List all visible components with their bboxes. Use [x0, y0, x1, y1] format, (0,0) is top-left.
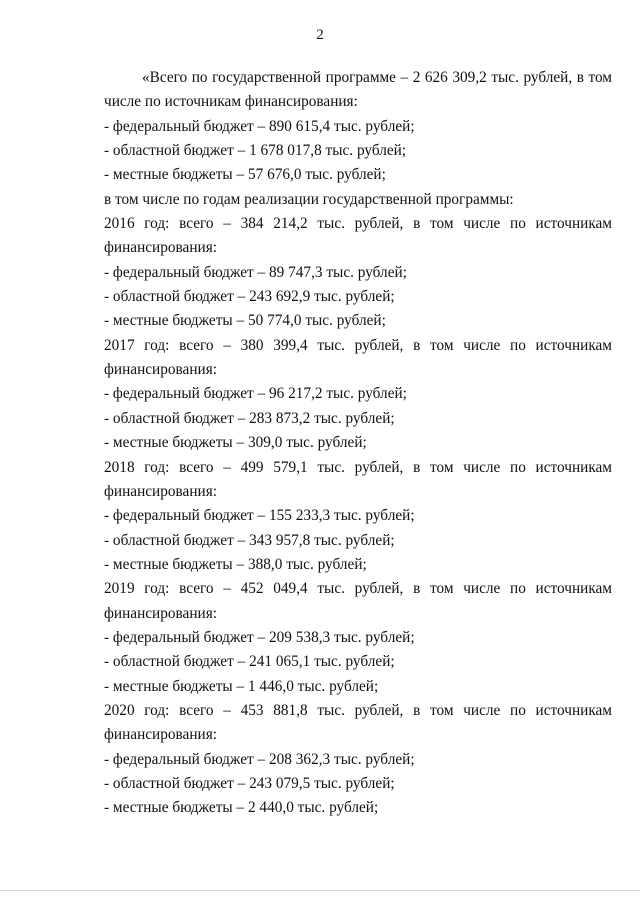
year-2016-line: 2016 год: всего – 384 214,2 тыс. рублей, в том числе по источникам: [104, 215, 612, 233]
text-line: - федеральный бюджет – 209 538,3 тыс. рублей;: [104, 628, 415, 646]
text-line: - областной бюджет – 283 873,2 тыс. рублей;: [104, 409, 395, 427]
text-line: - местные бюджеты – 50 774,0 тыс. рублей;: [104, 312, 386, 330]
text-line: числе по источникам финансирования:: [104, 93, 358, 111]
paragraph-total-line: «Всего по государственной программе – 2 626 309,2 тыс. рублей, в том: [142, 69, 612, 86]
text-line: - местные бюджеты – 1 446,0 тыс. рублей;: [104, 677, 379, 695]
text-line: финансирования:: [104, 604, 218, 622]
year-2017-line: 2017 год: всего – 380 399,4 тыс. рублей, в том числе по источникам: [104, 336, 612, 354]
year-2020-line: 2020 год: всего – 453 881,8 тыс. рублей, в том числе по источникам: [104, 701, 612, 719]
text-line: - местные бюджеты – 2 440,0 тыс. рублей;: [104, 799, 379, 817]
text-line: финансирования:: [104, 361, 218, 379]
text-line: - местные бюджеты – 57 676,0 тыс. рублей;: [104, 166, 386, 184]
text-line: - областной бюджет – 343 957,8 тыс. рублей;: [104, 531, 395, 549]
text-line: - федеральный бюджет – 89 747,3 тыс. рублей;: [104, 263, 407, 281]
text-line: - федеральный бюджет – 96 217,2 тыс. рублей;: [104, 385, 407, 403]
text-line: - федеральный бюджет – 155 233,3 тыс. рублей;: [104, 507, 415, 525]
funding-text: [104, 66, 612, 821]
text-line: - областной бюджет – 243 079,5 тыс. рублей;: [104, 774, 395, 792]
text-line: - федеральный бюджет – 208 362,3 тыс. рублей;: [104, 750, 415, 768]
text-line: - местные бюджеты – 388,0 тыс. рублей;: [104, 555, 367, 573]
text-line: - областной бюджет – 1 678 017,8 тыс. рублей;: [104, 142, 407, 160]
scan-edge-line: [0, 890, 640, 891]
text-line: - областной бюджет – 243 692,9 тыс. рублей;: [104, 288, 395, 306]
text-line: - местные бюджеты – 309,0 тыс. рублей;: [104, 434, 367, 452]
text-line: - областной бюджет – 241 065,1 тыс. рублей;: [104, 653, 395, 671]
text-line: в том числе по годам реализации государственной программы:: [104, 190, 514, 208]
text-line: - федеральный бюджет – 890 615,4 тыс. рублей;: [104, 117, 415, 135]
text-line: финансирования:: [104, 482, 218, 500]
text-line: финансирования:: [104, 726, 218, 744]
text-line: финансирования:: [104, 239, 218, 257]
year-2018-line: 2018 год: всего – 499 579,1 тыс. рублей, в том числе по источникам: [104, 458, 612, 476]
page-number: 2: [316, 27, 324, 43]
year-2019-line: 2019 год: всего – 452 049,4 тыс. рублей, в том числе по источникам: [104, 580, 612, 598]
